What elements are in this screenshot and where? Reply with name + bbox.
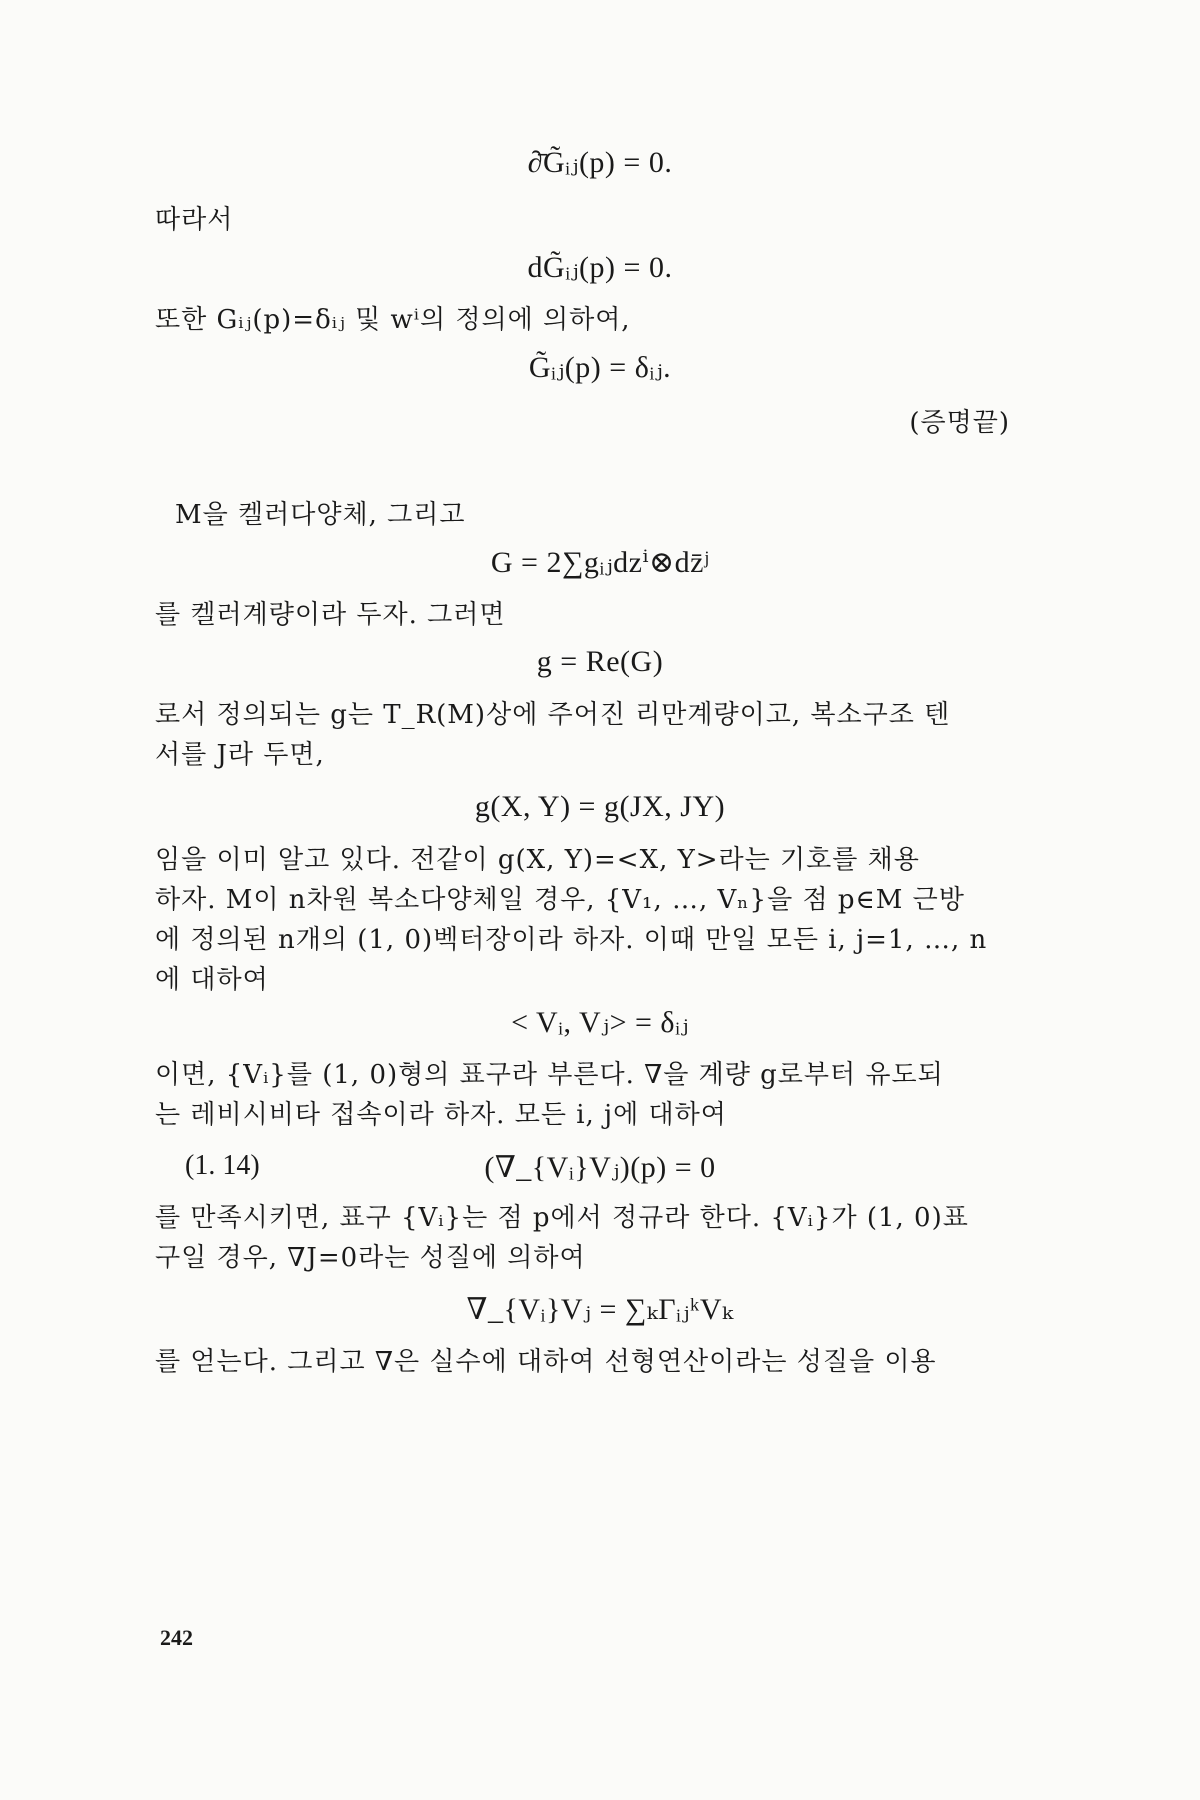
equation-kahler-metric: G = 2∑gᵢⱼdzⁱ⊗dz̄ʲ <box>490 546 710 579</box>
equation-G-delta: G̃ᵢⱼ(p) = δᵢⱼ. <box>528 351 672 384</box>
paragraph-normal-frame: 를 만족시키면, 표구 {Vᵢ}는 점 p에서 정규라 한다. {Vᵢ}가 (1, 0)표 구일 경우, ∇J=0라는 성질에 의하여 <box>155 1203 969 1273</box>
paragraph-linear-operator: 를 얻는다. 그리고 ∇은 실수에 대하여 선형연산이라는 성질을 이용 <box>155 1347 937 1377</box>
paragraph-vector-fields: 임을 이미 알고 있다. 전같이 g(X, Y)=<X, Y>라는 기호를 채용 하자. M이 n차원 복소다양체일 경우, {V₁, …, Vₙ}을 점 p∈M 근방 에 정의된 n개의 (1, 0)벡터장이라 하자. 이때 만일 모든 i, j=1, …, n 에 대하여 <box>155 845 988 995</box>
equation-g-invariance: g(X, Y) = g(JX, JY) <box>474 790 726 823</box>
text-M-kahler: M을 켈러다양체, 그리고 <box>175 500 466 530</box>
text-따라서: 따라서 <box>155 205 234 235</box>
equation-dbar-G-zero: ∂̄G̃ᵢⱼ(p) = 0. <box>527 146 673 179</box>
paragraph-riemann-metric: 로서 정의되는 g는 T_R(M)상에 주어진 리만계량이고, 복소구조 텐 서를 J라 두면, <box>155 700 951 770</box>
equation-dG-zero: dG̃ᵢⱼ(p) = 0. <box>527 251 673 284</box>
page-number: 242 <box>160 1625 193 1650</box>
equation-orthonormal: < Vᵢ, Vⱼ> = δᵢⱼ <box>511 1006 689 1039</box>
equation-christoffel: ∇_{Vᵢ}Vⱼ = ∑ₖΓᵢⱼᵏVₖ <box>466 1293 734 1326</box>
equation-g-re-G: g = Re(G) <box>536 645 664 678</box>
equation-number-1-14: (1. 14) <box>185 1150 260 1181</box>
text-켈러계량: 를 켈러계량이라 두자. 그러면 <box>155 600 506 630</box>
text-또한: 또한 Gᵢⱼ(p)=δᵢⱼ 및 wⁱ의 정의에 의하여, <box>155 305 631 335</box>
paragraph-unitary-frame: 이면, {Vᵢ}를 (1, 0)형의 표구라 부른다. ∇을 계량 g로부터 유도되 는 레비시비타 접속이라 하자. 모든 i, j에 대하여 <box>155 1060 944 1130</box>
equation-normal-frame: (∇_{Vᵢ}Vⱼ)(p) = 0 <box>484 1151 716 1184</box>
proof-end-mark: (증명끝) <box>909 408 1010 438</box>
